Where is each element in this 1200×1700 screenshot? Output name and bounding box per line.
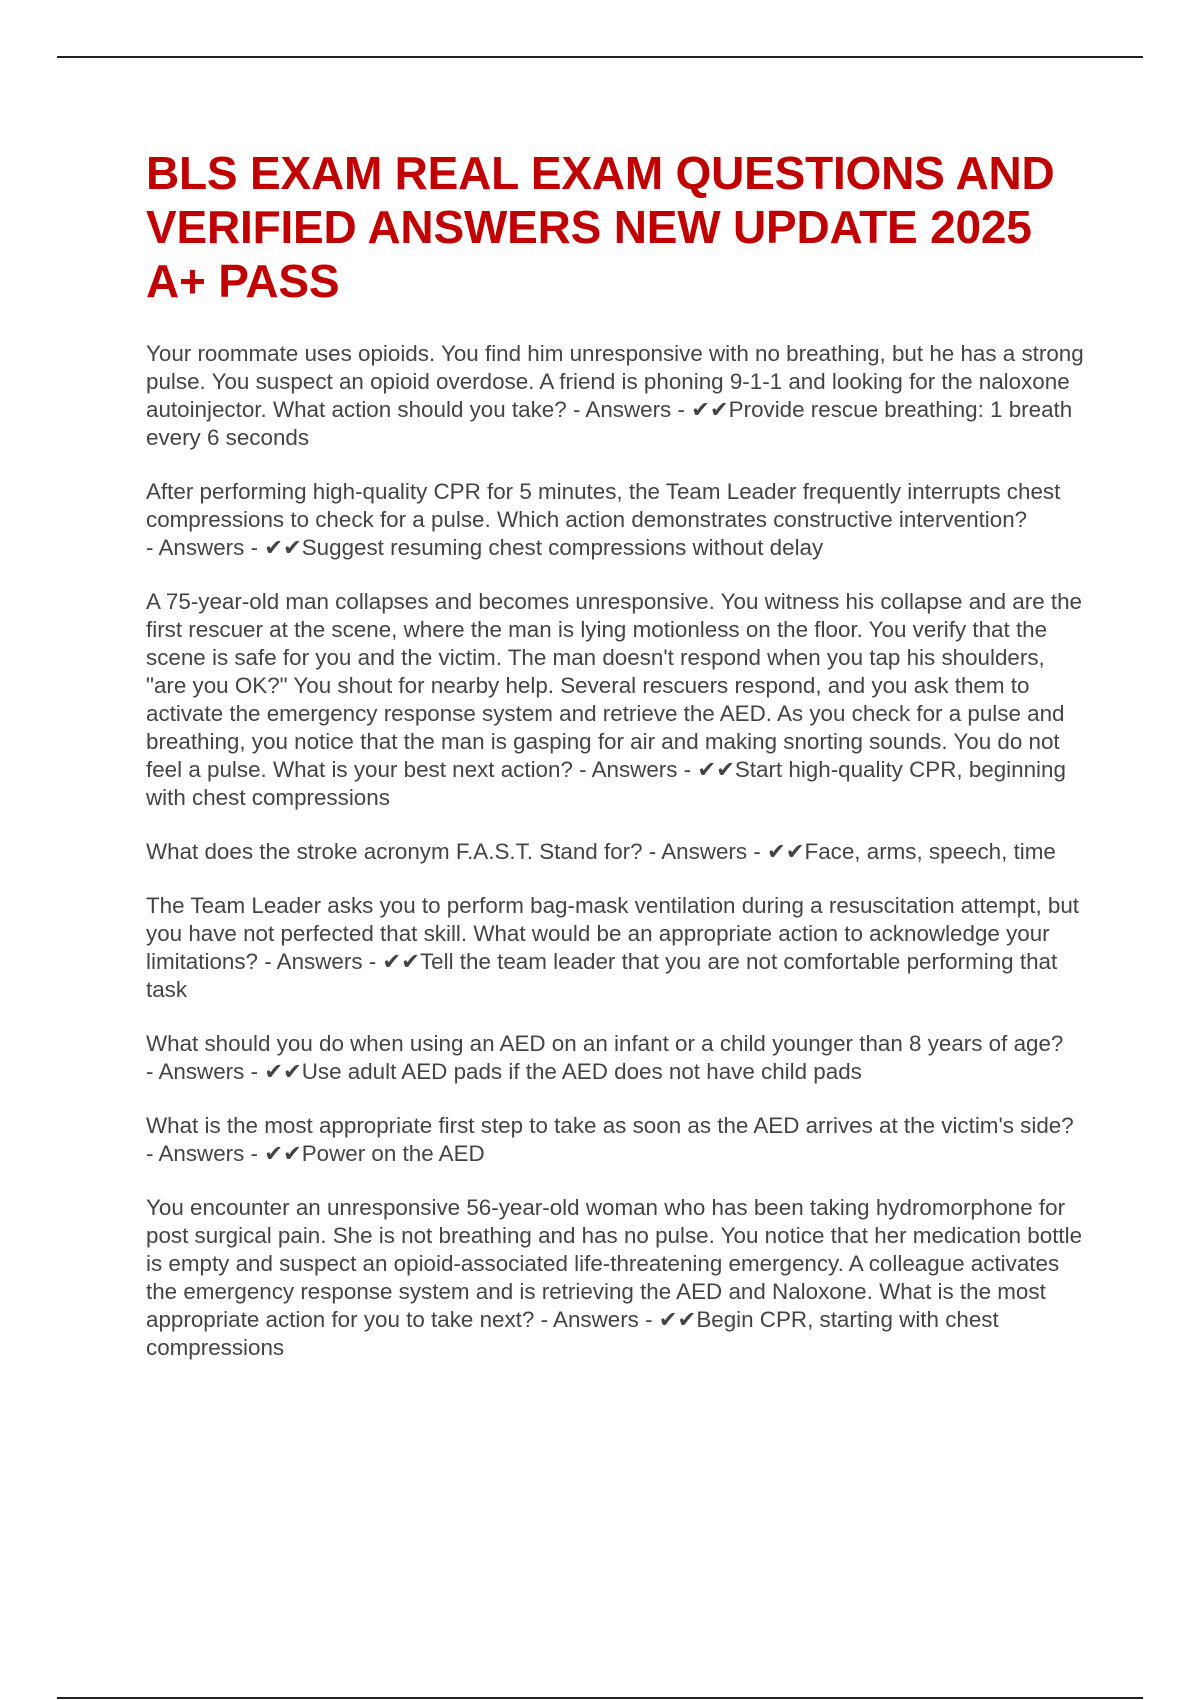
answer-text: Power on the AED <box>301 1141 485 1166</box>
answer-separator: - Answers - <box>566 397 692 422</box>
qa-item <box>146 1112 1086 1168</box>
top-rule <box>57 56 1143 58</box>
answer-text: Suggest resuming chest compressions without delay <box>301 535 824 560</box>
check-marks-icon: ✔✔ <box>766 839 805 864</box>
question-text: After performing high-quality CPR for 5 minutes, the Team Leader frequently interrupts chest compressions to check for a pulse. Which action demonstrates constructive intervention? <box>146 479 1061 532</box>
check-marks-icon: ✔✔ <box>264 1059 302 1084</box>
question-text: What does the stroke acronym F.A.S.T. Stand for? <box>146 839 643 864</box>
check-marks-icon: ✔✔ <box>382 949 420 974</box>
question-text: You encounter an unresponsive 56-year-old woman who has been taking hydromorphone for post surgical pain. She is not breathing and has no pulse. You notice that her medication bottle is empty and suspect an opioid-associated life-threatening emergency. A colleague activates the emergency response system and is retrieving the AED and Naloxone. What is the most appropriate action for you to take next? <box>146 1195 1083 1332</box>
question-text: What should you do when using an AED on an infant or a child younger than 8 years of age? <box>146 1031 1064 1056</box>
answer-separator: - Answers - <box>534 1307 659 1332</box>
qa-item <box>146 1030 1086 1086</box>
question-text: What is the most appropriate first step to take as soon as the AED arrives at the victim's side? <box>146 1113 1074 1138</box>
answer-separator: - Answers - <box>572 757 698 782</box>
answer-text: Face, arms, speech, time <box>804 839 1056 864</box>
qa-item <box>146 1194 1086 1362</box>
qa-item <box>146 892 1086 1004</box>
check-marks-icon: ✔✔ <box>691 397 729 422</box>
qa-item <box>146 838 1086 866</box>
qa-list <box>146 340 1086 1362</box>
answer-separator: - Answers - <box>642 839 767 864</box>
check-marks-icon: ✔✔ <box>697 757 735 782</box>
answer-text: Start high-quality CPR, beginning with chest compressions <box>146 757 1066 810</box>
document-title: BLS EXAM REAL EXAM QUESTIONS AND VERIFIED ANSWERS NEW UPDATE 2025 A+ PASS <box>146 147 1055 307</box>
check-marks-icon: ✔✔ <box>264 535 302 560</box>
answer-separator: - Answers - <box>146 1059 265 1084</box>
qa-item <box>146 588 1086 812</box>
bottom-rule <box>57 1697 1143 1699</box>
answer-text: Tell the team leader that you are not comfortable performing that task <box>146 949 1058 1002</box>
qa-item <box>146 478 1086 562</box>
question-text: Your roommate uses opioids. You find him unresponsive with no breathing, but he has a strong pulse. You suspect an opioid overdose. A friend is phoning 9-1-1 and looking for the naloxone autoinjector. What action should you take? <box>146 341 1084 422</box>
answer-separator: - Answers - <box>146 535 265 560</box>
question-text: A 75-year-old man collapses and becomes unresponsive. You witness his collapse and are the first rescuer at the scene, where the man is lying motionless on the floor. You verify that the scene is safe for you and the victim. The man doesn't respond when you tap his shoulders, "are you OK?" You shout for nearby help. Several rescuers respond, and you ask them to activate the emergency response system and retrieve the AED. As you check for a pulse and breathing, you notice that the man is gasping for air and making snorting sounds. You do not feel a pulse. What is your best next action? <box>146 589 1082 782</box>
qa-item <box>146 340 1086 452</box>
answer-separator: - Answers - <box>146 1141 265 1166</box>
question-text: The Team Leader asks you to perform bag-mask ventilation during a resuscitation attempt, but you have not perfected that skill. What would be an appropriate action to acknowledge your limitations? <box>146 893 1080 974</box>
answer-text: Use adult AED pads if the AED does not have child pads <box>301 1059 862 1084</box>
answer-separator: - Answers - <box>258 949 383 974</box>
document-page <box>146 146 1086 1388</box>
check-marks-icon: ✔✔ <box>658 1307 697 1332</box>
answer-text: Provide rescue breathing: 1 breath every 6 seconds <box>146 397 1073 450</box>
check-marks-icon: ✔✔ <box>264 1141 302 1166</box>
answer-text: Begin CPR, starting with chest compressions <box>146 1307 999 1360</box>
